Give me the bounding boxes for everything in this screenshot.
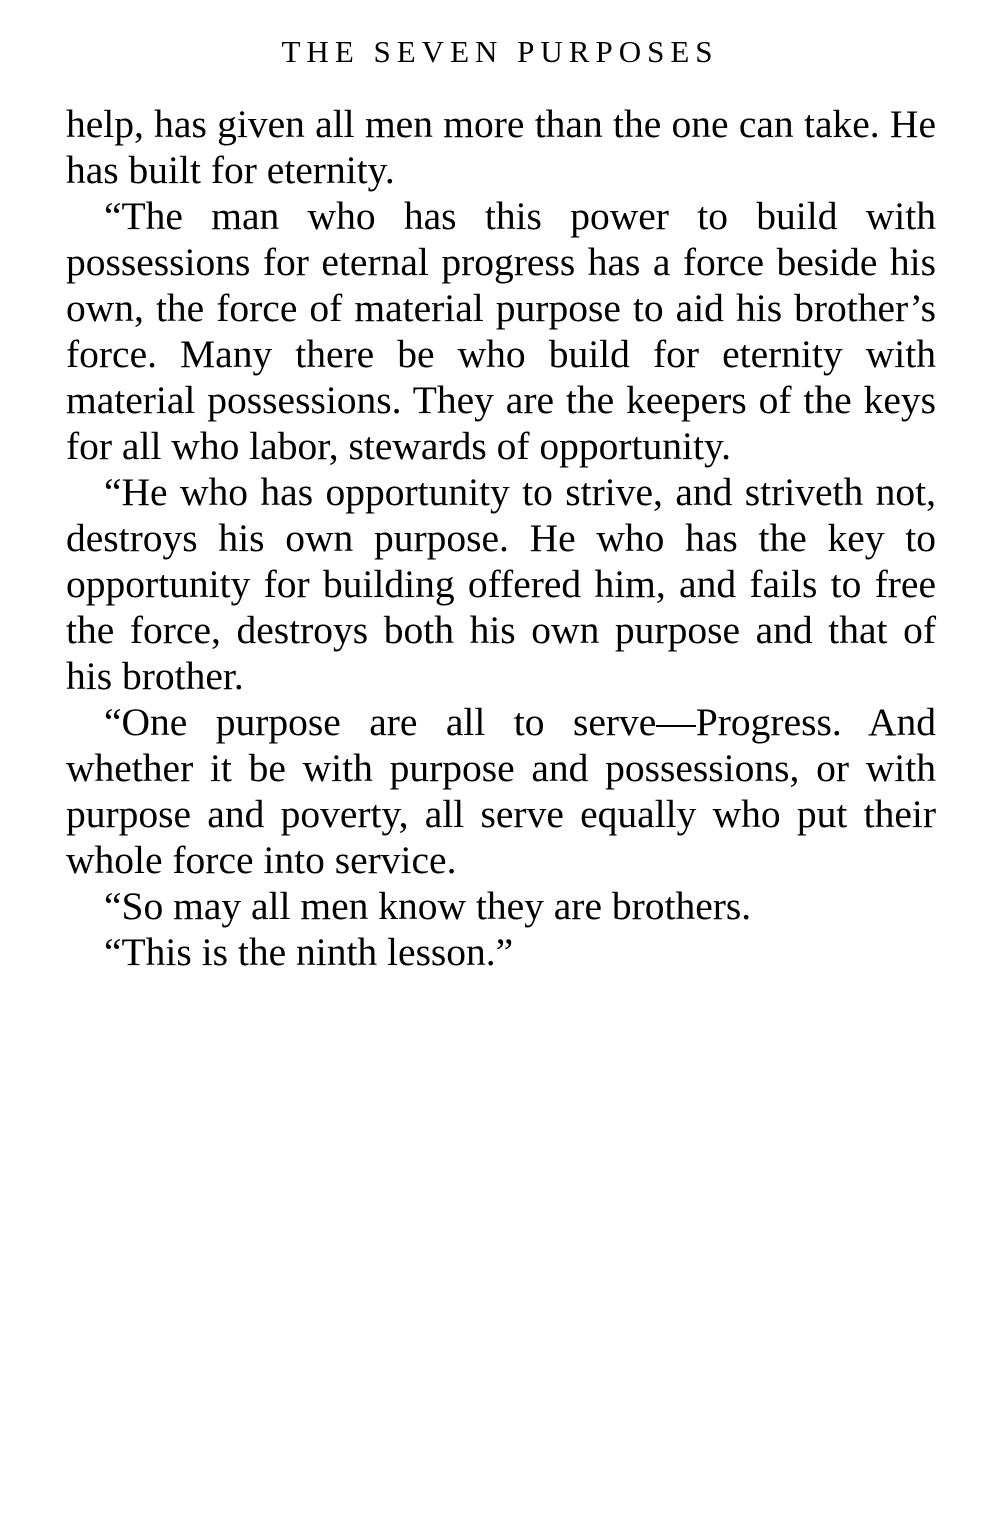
body-text (66, 101, 936, 975)
paragraph-1: help, has given all men more than the one can take. He has built for eternity. (66, 102, 936, 192)
paragraph-2: “The man who has this power to build with possessions for eternal progress has a force beside his own, the force of material purpose to aid his brother’s force. Many there be who build for eternity with material possessions. They are the keepers of the keys for all who labor, stewards of opportunity. (66, 194, 936, 468)
paragraph-3: “He who has opportunity to strive, and striveth not, destroys his own purpose. He who has the key to opportunity for building offered him, and fails to free the force, destroys both his own purpose and that of his brother. (66, 470, 936, 698)
paragraph-4: “One purpose are all to serve—Progress. And whether it be with purpose and possessions, or with purpose and poverty, all serve equally who put their whole force into service. (66, 700, 936, 882)
paragraph-5: “So may all men know they are brothers. (104, 884, 752, 928)
running-head: THE SEVEN PURPOSES (281, 34, 719, 69)
paragraph-6: “This is the ninth lesson.” (104, 930, 514, 974)
